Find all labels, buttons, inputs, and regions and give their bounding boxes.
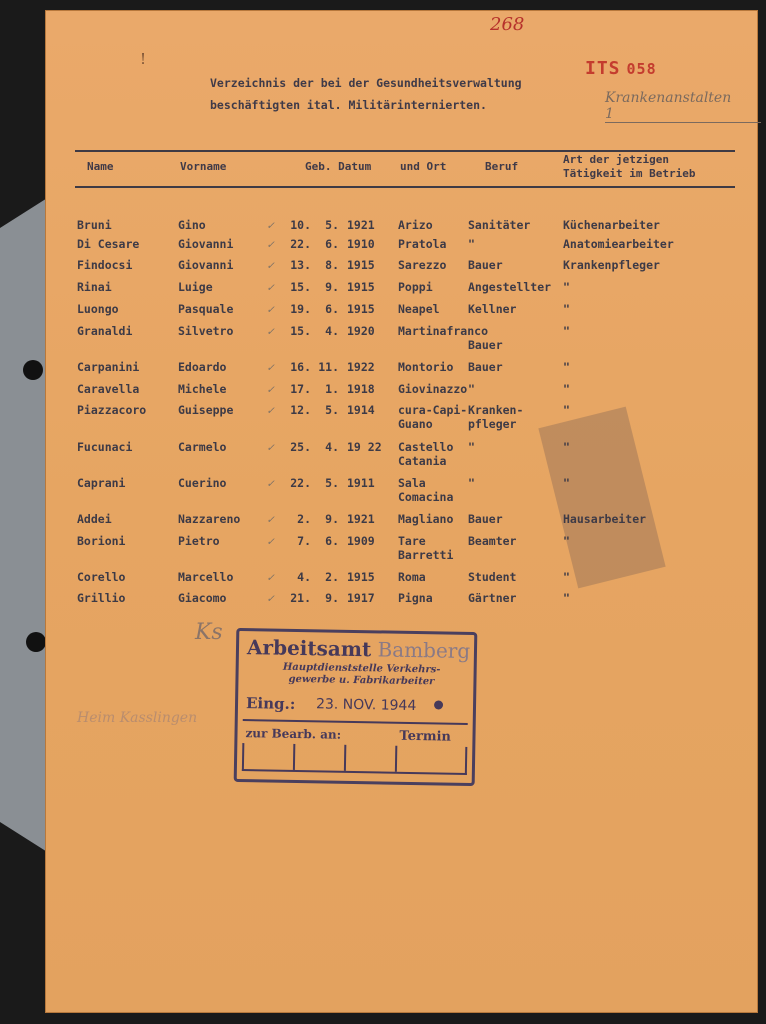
row-beruf-line2: pfleger bbox=[468, 417, 517, 431]
punch-hole bbox=[26, 632, 46, 652]
row-year: 1915 bbox=[347, 258, 375, 272]
row-month: 6. bbox=[325, 237, 339, 251]
row-month: 9. bbox=[325, 591, 339, 605]
stamp-boxes bbox=[242, 743, 467, 775]
title-line-1: Verzeichnis der bei der Gesundheitsverwaltung bbox=[210, 76, 522, 90]
row-year: 1915 bbox=[347, 280, 375, 294]
folder-note: ! bbox=[140, 50, 147, 68]
row-day: 10. bbox=[290, 218, 311, 232]
row-year: 1911 bbox=[347, 476, 375, 490]
header-geb-datum: Geb. Datum bbox=[305, 160, 372, 173]
row-check: ✓ bbox=[267, 324, 274, 338]
row-taetigkeit: " bbox=[563, 360, 570, 374]
row-month: 9. bbox=[325, 512, 339, 526]
header-taetigkeit bbox=[563, 153, 695, 181]
row-beruf: Kellner bbox=[468, 302, 517, 316]
document-page bbox=[45, 10, 758, 1013]
row-name: Grillio bbox=[77, 591, 126, 605]
row-check: ✓ bbox=[267, 476, 274, 490]
row-check: ✓ bbox=[267, 440, 274, 454]
row-year: 1918 bbox=[347, 382, 375, 396]
row-vorname: Cuerino bbox=[178, 476, 227, 490]
row-year: 1915 bbox=[347, 570, 375, 584]
row-check: ✓ bbox=[267, 218, 274, 232]
row-ort: Neapel bbox=[398, 302, 440, 316]
row-day: 16. bbox=[290, 360, 311, 374]
row-ort: Roma bbox=[398, 570, 426, 584]
row-beruf: Gärtner bbox=[468, 591, 517, 605]
row-name: Granaldi bbox=[77, 324, 133, 338]
row-ort: Montorio bbox=[398, 360, 454, 374]
row-check: ✓ bbox=[267, 237, 274, 251]
row-year: 1915 bbox=[347, 302, 375, 316]
row-month: 4. bbox=[325, 324, 339, 338]
row-vorname: Michele bbox=[178, 382, 227, 396]
row-month: 6. bbox=[325, 302, 339, 316]
row-ort: Giovinazzo bbox=[398, 382, 468, 396]
row-day: 19. bbox=[290, 302, 311, 316]
row-day: 25. bbox=[290, 440, 311, 454]
row-month: 5. bbox=[325, 218, 339, 232]
row-vorname: Giacomo bbox=[178, 591, 227, 605]
row-name: Corello bbox=[77, 570, 126, 584]
archive-number: 058 bbox=[626, 60, 657, 78]
row-day: 15. bbox=[290, 324, 311, 338]
row-taetigkeit: " bbox=[563, 570, 570, 584]
row-check: ✓ bbox=[267, 382, 274, 396]
row-taetigkeit: " bbox=[563, 403, 570, 417]
document-title bbox=[210, 72, 590, 116]
row-year: 1920 bbox=[347, 324, 375, 338]
row-year: 1914 bbox=[347, 403, 375, 417]
row-vorname: Guiseppe bbox=[178, 403, 234, 417]
stamp-divider bbox=[243, 719, 468, 725]
archive-label bbox=[585, 58, 657, 79]
row-year: 1909 bbox=[347, 534, 375, 548]
row-ort-line2: Barretti bbox=[398, 548, 454, 562]
row-name: Caprani bbox=[77, 476, 126, 490]
row-taetigkeit: " bbox=[563, 534, 570, 548]
stamp-sub-line2: gewerbe u. Fabrikarbeiter bbox=[288, 673, 435, 688]
row-ort: Pratola bbox=[398, 237, 447, 251]
row-beruf: Kranken- bbox=[468, 403, 524, 417]
row-taetigkeit: " bbox=[563, 324, 570, 338]
row-check: ✓ bbox=[267, 591, 274, 605]
row-vorname: Luige bbox=[178, 280, 213, 294]
row-vorname: Silvetro bbox=[178, 324, 234, 338]
row-beruf: Student bbox=[468, 570, 517, 584]
row-name: Findocsi bbox=[77, 258, 133, 272]
row-check: ✓ bbox=[267, 403, 274, 417]
row-check: ✓ bbox=[267, 360, 274, 374]
row-check: ✓ bbox=[267, 258, 274, 272]
row-name: Rinai bbox=[77, 280, 112, 294]
row-ort-line2: Catania bbox=[398, 454, 447, 468]
header-vorname: Vorname bbox=[180, 160, 227, 173]
row-name: Luongo bbox=[77, 302, 119, 316]
row-taetigkeit: " bbox=[563, 302, 570, 316]
row-check: ✓ bbox=[267, 280, 274, 294]
row-taetigkeit: " bbox=[563, 476, 570, 490]
row-taetigkeit: " bbox=[563, 440, 570, 454]
row-ort: cura-Capi- bbox=[398, 403, 468, 417]
row-ort: Arizo bbox=[398, 218, 433, 232]
stamp-title bbox=[247, 635, 471, 663]
stamp-date: 23. NOV. 1944 bbox=[315, 696, 417, 715]
row-ort: Sarezzo bbox=[398, 258, 447, 272]
row-check: ✓ bbox=[267, 570, 274, 584]
header-ort: und Ort bbox=[400, 160, 447, 173]
row-month: 11. bbox=[318, 360, 339, 374]
row-check: ✓ bbox=[267, 302, 274, 316]
row-name: Caravella bbox=[77, 382, 140, 396]
row-ort: Poppi bbox=[398, 280, 433, 294]
row-taetigkeit: Krankenpfleger bbox=[563, 258, 660, 272]
row-month: 5. bbox=[325, 476, 339, 490]
row-check: ✓ bbox=[267, 512, 274, 526]
header-rule-bottom bbox=[75, 186, 735, 188]
row-day: 22. bbox=[290, 237, 311, 251]
row-year: 1910 bbox=[347, 237, 375, 251]
header-taetigkeit-line2: Tätigkeit im Betrieb bbox=[563, 167, 696, 180]
stamp-eing-label: Eing.: bbox=[245, 694, 296, 713]
row-month: 9. bbox=[325, 280, 339, 294]
row-taetigkeit: Anatomiearbeiter bbox=[563, 237, 674, 251]
row-ort: Sala bbox=[398, 476, 426, 490]
header-taetigkeit-line1: Art der jetzigen bbox=[563, 153, 669, 166]
row-vorname: Giovanni bbox=[178, 237, 234, 251]
initials-signature: Ks bbox=[195, 620, 223, 645]
tape-mark bbox=[538, 407, 665, 589]
row-ort: Castello bbox=[398, 440, 454, 454]
stamp-dot bbox=[434, 700, 443, 709]
row-beruf: Sanitäter bbox=[468, 218, 531, 232]
row-ort: Pigna bbox=[398, 591, 433, 605]
row-month: 2. bbox=[325, 570, 339, 584]
row-ort: Martinafranco bbox=[398, 324, 489, 338]
row-vorname: Carmelo bbox=[178, 440, 227, 454]
row-day: 4. bbox=[297, 570, 311, 584]
row-name: Piazzacoro bbox=[77, 403, 147, 417]
row-beruf: Bauer bbox=[468, 512, 503, 526]
row-vorname: Gino bbox=[178, 218, 206, 232]
row-beruf: " bbox=[468, 476, 475, 490]
row-month: 1. bbox=[325, 382, 339, 396]
row-month: 8. bbox=[325, 258, 339, 272]
header-name: Name bbox=[87, 160, 114, 173]
stamp-termin-label: Termin bbox=[399, 728, 452, 745]
row-vorname: Giovanni bbox=[178, 258, 234, 272]
row-ort-line2: Guano bbox=[398, 417, 433, 431]
row-year: 19 22 bbox=[347, 440, 382, 454]
title-line-2: beschäftigten ital. Militärinternierten. bbox=[210, 98, 487, 112]
row-name: Addei bbox=[77, 512, 112, 526]
row-beruf: " bbox=[468, 237, 475, 251]
row-beruf: " bbox=[468, 440, 475, 454]
row-ort-line2: Bauer bbox=[468, 338, 503, 352]
row-year: 1921 bbox=[347, 512, 375, 526]
row-year: 1917 bbox=[347, 591, 375, 605]
row-day: 21. bbox=[290, 591, 311, 605]
row-vorname: Pietro bbox=[178, 534, 220, 548]
receipt-stamp bbox=[234, 628, 478, 786]
stamp-subtitle bbox=[276, 662, 446, 689]
row-name: Fucunaci bbox=[77, 440, 133, 454]
page-number: 268 bbox=[490, 14, 525, 35]
stamp-title-main: Arbeitsamt bbox=[246, 635, 372, 662]
row-vorname: Nazzareno bbox=[178, 512, 241, 526]
row-day: 13. bbox=[290, 258, 311, 272]
row-day: 22. bbox=[290, 476, 311, 490]
row-taetigkeit: " bbox=[563, 280, 570, 294]
row-day: 12. bbox=[290, 403, 311, 417]
row-ort-line2: Comacina bbox=[398, 490, 454, 504]
row-name: Borioni bbox=[77, 534, 126, 548]
row-year: 1922 bbox=[347, 360, 375, 374]
header-beruf: Beruf bbox=[485, 160, 519, 173]
row-name: Di Cesare bbox=[77, 237, 140, 251]
faint-signature: Heim Kasslingen bbox=[77, 710, 198, 726]
row-check: ✓ bbox=[267, 534, 274, 548]
row-ort: Tare bbox=[398, 534, 426, 548]
row-day: 7. bbox=[297, 534, 311, 548]
row-vorname: Pasquale bbox=[178, 302, 234, 316]
row-vorname: Edoardo bbox=[178, 360, 227, 374]
row-day: 17. bbox=[290, 382, 311, 396]
header-rule-top bbox=[75, 150, 735, 152]
row-name: Carpanini bbox=[77, 360, 140, 374]
stamp-sub-line1: Hauptdienststelle Verkehrs- bbox=[282, 661, 441, 676]
row-day: 15. bbox=[290, 280, 311, 294]
row-taetigkeit: " bbox=[563, 591, 570, 605]
row-month: 5. bbox=[325, 403, 339, 417]
row-beruf: Angestellter bbox=[468, 280, 552, 294]
archive-label-text: ITS bbox=[585, 58, 621, 79]
punch-hole bbox=[23, 360, 43, 380]
row-ort: Magliano bbox=[398, 512, 454, 526]
stamp-bearb-label: zur Bearb. an: bbox=[245, 726, 342, 742]
stamp-title-faint: Bamberg bbox=[371, 637, 471, 663]
row-name: Bruni bbox=[77, 218, 112, 232]
row-taetigkeit: Küchenarbeiter bbox=[563, 218, 660, 232]
row-beruf: " bbox=[468, 382, 475, 396]
row-taetigkeit: Hausarbeiter bbox=[563, 512, 647, 526]
row-beruf: Beamter bbox=[468, 534, 517, 548]
row-vorname: Marcello bbox=[178, 570, 234, 584]
row-month: 4. bbox=[325, 440, 339, 454]
row-month: 6. bbox=[325, 534, 339, 548]
row-taetigkeit: " bbox=[563, 382, 570, 396]
row-day: 2. bbox=[297, 512, 311, 526]
row-year: 1921 bbox=[347, 218, 375, 232]
row-beruf: Bauer bbox=[468, 258, 503, 272]
row-beruf: Bauer bbox=[468, 360, 503, 374]
handwritten-note: Krankenanstalten 1 bbox=[605, 90, 761, 123]
